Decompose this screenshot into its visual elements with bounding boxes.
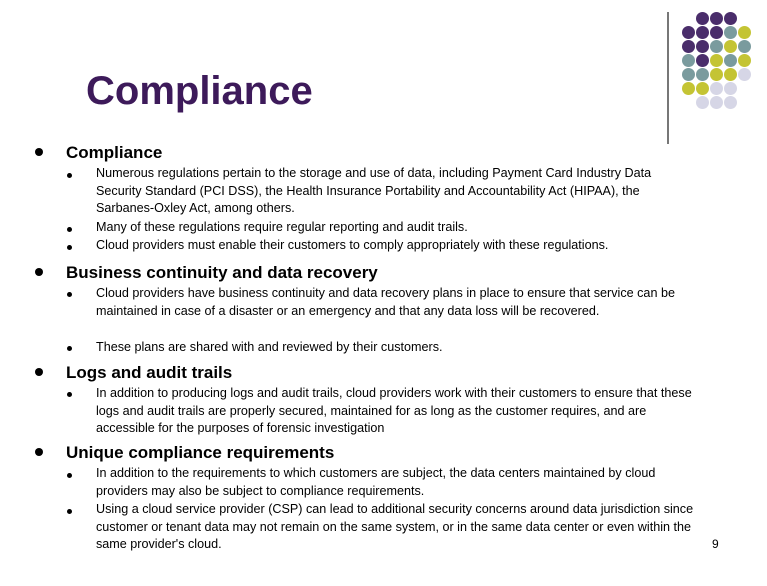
list-item: In addition to the requirements to which customers are subject, the data centers maintained by cloud providers may also be subject to compliance requirements. (96, 466, 656, 498)
list-item: In addition to producing logs and audit trails, cloud providers work with their customers to ensure that these logs and audit trails are properly secured, maintained for as long as the customer requires, and are accessible for the purposes of forensic investigation (96, 386, 692, 435)
decorative-dot (682, 54, 695, 67)
decorative-dot (710, 54, 723, 67)
page-number: 9 (712, 537, 719, 551)
decorative-dot (696, 68, 709, 81)
bullet-icon (67, 473, 72, 478)
bullet-icon (67, 392, 72, 397)
decorative-dot (710, 82, 723, 95)
decorative-dot (724, 68, 737, 81)
bullet-icon (67, 509, 72, 514)
decorative-dot (738, 40, 751, 53)
bullet-icon (67, 173, 72, 178)
decorative-dot (738, 68, 751, 81)
list-item: Cloud providers must enable their customers to comply appropriately with these regulations. (96, 238, 609, 252)
bullet-icon (35, 148, 43, 156)
decorative-dot (724, 82, 737, 95)
list-item: Cloud providers have business continuity and data recovery plans in place to ensure that service can be maintained in case of a disaster or an emergency and that any data loss will be recovered. (96, 286, 675, 318)
decorative-dot (724, 96, 737, 109)
decorative-dot (696, 40, 709, 53)
section-heading: Business continuity and data recovery (66, 263, 378, 282)
decorative-dot (710, 40, 723, 53)
decorative-dot (696, 54, 709, 67)
decorative-dot (710, 26, 723, 39)
decorative-dot (710, 96, 723, 109)
decorative-dot (696, 26, 709, 39)
bullet-icon (35, 448, 43, 456)
bullet-icon (35, 268, 43, 276)
decorative-dot (724, 54, 737, 67)
decorative-dot (724, 26, 737, 39)
decorative-dot (682, 68, 695, 81)
bullet-icon (67, 346, 72, 351)
decorative-dot (738, 54, 751, 67)
bullet-icon (67, 245, 72, 250)
list-item: Many of these regulations require regular reporting and audit trails. (96, 220, 468, 234)
bullet-icon (67, 227, 72, 232)
decorative-dot (696, 82, 709, 95)
section-heading: Compliance (66, 143, 163, 162)
list-item: These plans are shared with and reviewed by their customers. (96, 340, 443, 354)
divider-line (667, 12, 669, 144)
decorative-dot (696, 96, 709, 109)
section-heading: Logs and audit trails (66, 363, 233, 382)
bullet-icon (35, 368, 43, 376)
decorative-dot (682, 40, 695, 53)
decorative-dot (724, 40, 737, 53)
slide-title: Compliance (86, 69, 313, 113)
decorative-dot (682, 26, 695, 39)
list-item: Using a cloud service provider (CSP) can lead to additional security concerns around data jurisdiction since customer or tenant data may not remain on the same system, or in the same data center or even within the same provider's cloud. (96, 502, 694, 551)
list-item: Numerous regulations pertain to the storage and use of data, including Payment Card Industry Data Security Standard (PCI DSS), the Health Insurance Portability and Accountability Act (HIPAA), the Sarbanes-Oxley Act, among others. (96, 166, 652, 215)
decorative-dot (696, 12, 709, 25)
section-heading: Unique compliance requirements (66, 443, 335, 462)
decorative-dot (724, 12, 737, 25)
decorative-dot (710, 12, 723, 25)
decorative-dot (682, 82, 695, 95)
decorative-dot (738, 26, 751, 39)
bullet-icon (67, 292, 72, 297)
decorative-dot (710, 68, 723, 81)
